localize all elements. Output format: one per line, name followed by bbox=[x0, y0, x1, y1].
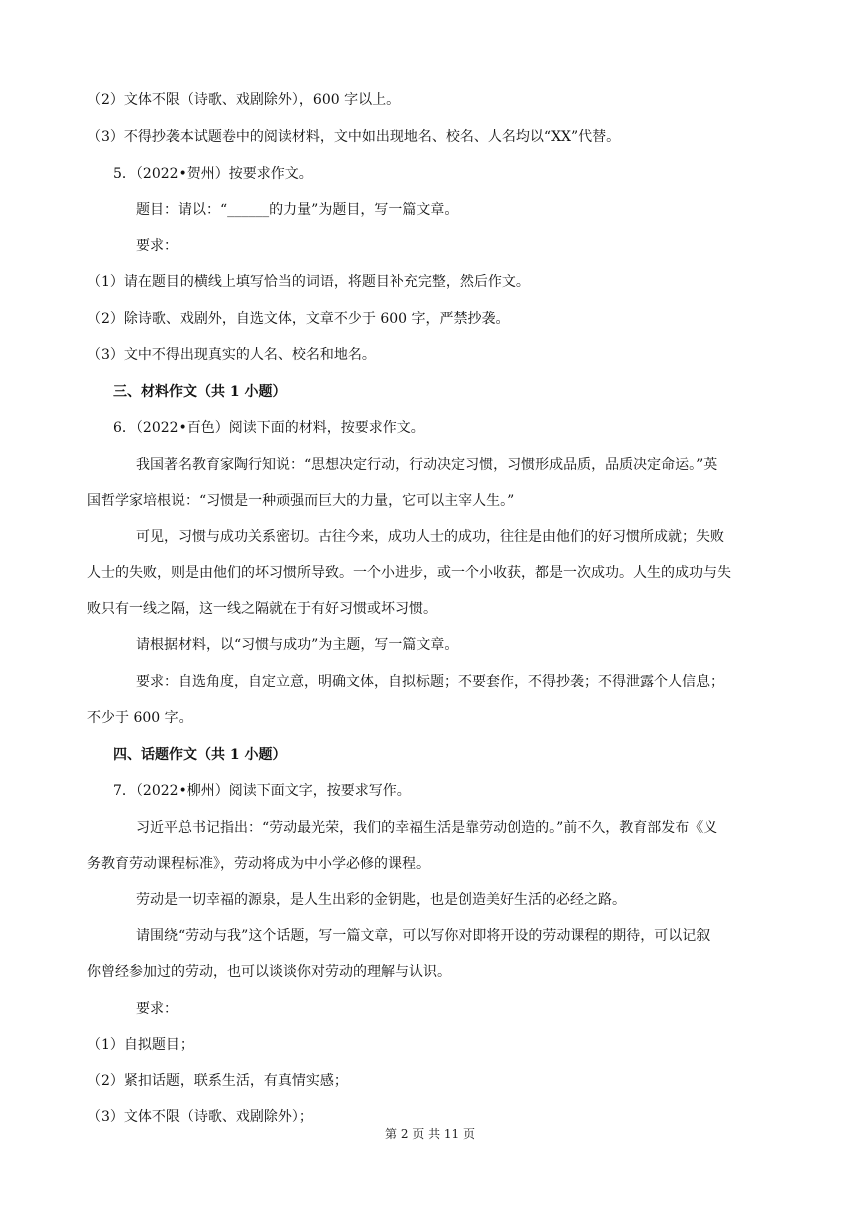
text-line: 习近平总书记指出：“劳动最光荣，我们的幸福生活是靠劳动创造的。”前不久，教育部发布《义 bbox=[136, 820, 718, 836]
text-line: 不少于 600 字。 bbox=[87, 710, 193, 726]
text-line: （2）紧扣话题，联系生活，有真情实感； bbox=[87, 1073, 348, 1089]
text-line: （2）除诗歌、戏剧外，自选文体，文章不少于 600 字，严禁抄袭。 bbox=[87, 311, 510, 327]
text-line: 务教育劳动课程标准》，劳动将成为中小学必修的课程。 bbox=[87, 856, 430, 872]
section-heading: 三、材料作文（共 1 小题） bbox=[113, 384, 287, 400]
text-line: 要求：自选角度，自定立意，明确文体，自拟标题；不要套作，不得抄袭；不得泄露个人信息； bbox=[136, 674, 724, 690]
text-line: 要求： bbox=[136, 238, 178, 254]
text-line: 请根据材料，以“习惯与成功”为主题，写一篇文章。 bbox=[136, 637, 459, 653]
section-heading: 四、话题作文（共 1 小题） bbox=[113, 747, 287, 763]
text-line: （2）文体不限（诗歌、戏剧除外），600 字以上。 bbox=[87, 92, 401, 108]
question-heading: 5．（2022•贺州）按要求作文。 bbox=[113, 166, 313, 182]
question-heading: 7．（2022•柳州）阅读下面文字，按要求写作。 bbox=[113, 783, 411, 799]
text-line: 请围绕“劳动与我”这个话题，写一篇文章，可以写你对即将开设的劳动课程的期待，可以记叙 bbox=[136, 928, 711, 944]
text-line: 你曾经参加过的劳动，也可以谈谈你对劳动的理解与认识。 bbox=[87, 964, 451, 980]
text-line: （1）自拟题目； bbox=[87, 1037, 194, 1053]
text-line: 题目：请以：“______的力量”为题目，写一篇文章。 bbox=[136, 202, 459, 218]
page-footer: 第 2 页 共 11 页 bbox=[385, 1127, 475, 1141]
text-line: （3）文中不得出现真实的人名、校名和地名。 bbox=[87, 347, 376, 363]
text-line: （3）不得抄袭本试题卷中的阅读材料，文中如出现地名、校名、人名均以“XX”代替。 bbox=[87, 129, 621, 145]
question-heading: 6．（2022•百色）阅读下面的材料，按要求作文。 bbox=[113, 420, 425, 436]
text-line: 国哲学家培根说：“习惯是一种顽强而巨大的力量，它可以主宰人生。” bbox=[87, 493, 515, 509]
text-line: 劳动是一切幸福的源泉，是人生出彩的金钥匙，也是创造美好生活的必经之路。 bbox=[136, 892, 626, 908]
text-line: 人士的失败，则是由他们的坏习惯所导致。一个小进步，或一个小收获，都是一次成功。人生的成功与失 bbox=[87, 565, 731, 581]
text-line: （1）请在题目的横线上填写恰当的词语，将题目补充完整，然后作文。 bbox=[87, 274, 530, 290]
text-line: 可见，习惯与成功关系密切。古往今来，成功人士的成功，往往是由他们的好习惯所成就；失败 bbox=[136, 529, 724, 545]
text-line: 败只有一线之隔，这一线之隔就在于有好习惯或坏习惯。 bbox=[87, 601, 437, 617]
text-line: 我国著名教育家陶行知说：“思想决定行动，行动决定习惯，习惯形成品质，品质决定命运。”英 bbox=[136, 457, 718, 473]
text-line: 要求： bbox=[136, 1001, 178, 1017]
text-line: （3）文体不限（诗歌、戏剧除外）； bbox=[87, 1109, 313, 1125]
